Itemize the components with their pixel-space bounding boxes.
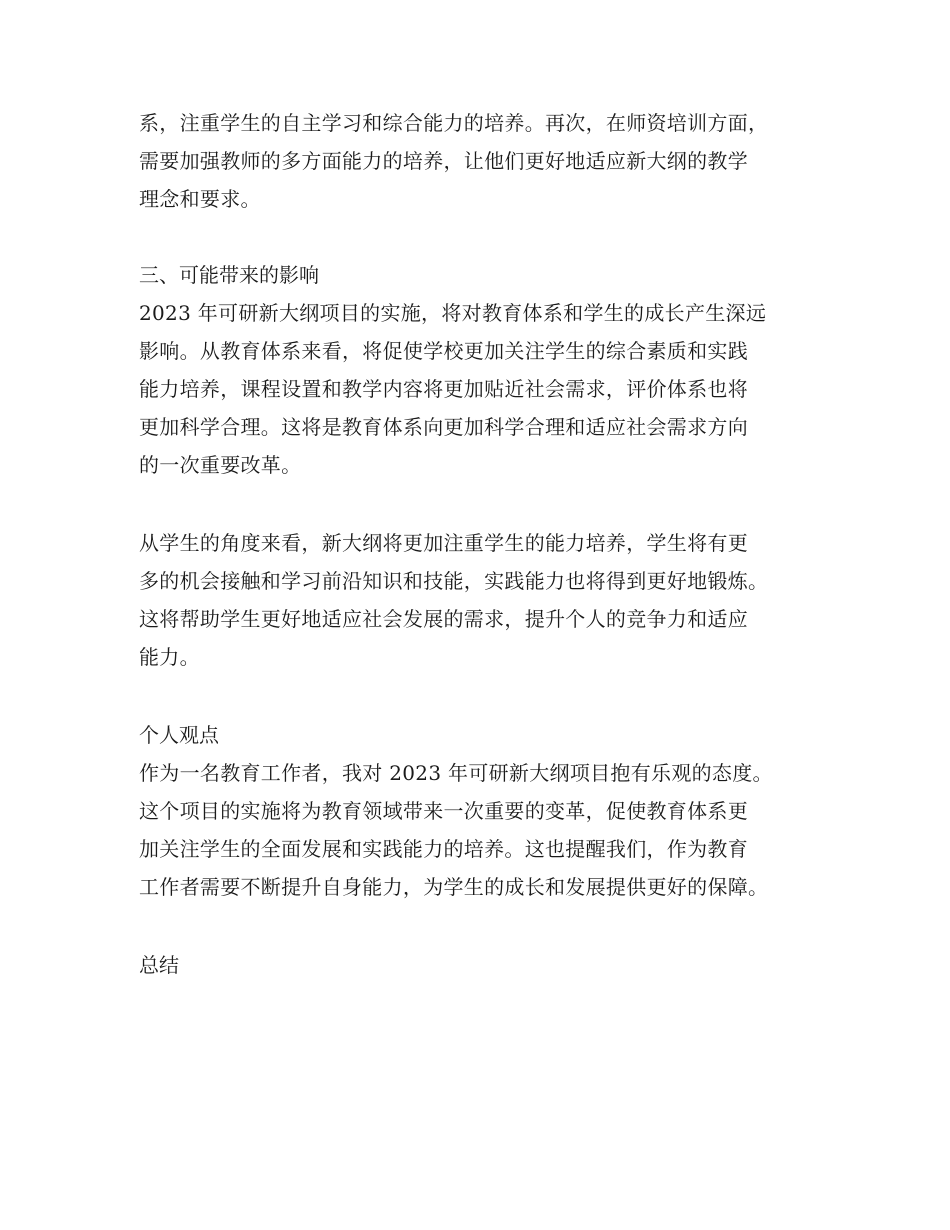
paragraph-students (139, 524, 839, 676)
text-line: 更加科学合理。这将是教育体系向更加科学合理和适应社会需求方向 (139, 415, 748, 439)
section-heading-opinion: 个人观点 (139, 723, 219, 747)
paragraph-continuation (139, 104, 839, 218)
section-opinion (139, 716, 839, 906)
text-line: 需要加强教师的多方面能力的培养，让他们更好地适应新大纲的教学 (139, 149, 748, 173)
text-line: 加关注学生的全面发展和实践能力的培养。这也提醒我们，作为教育 (139, 837, 748, 861)
text-line: 多的机会接触和学习前沿知识和技能，实践能力也将得到更好地锻炼。 (139, 569, 769, 593)
text-line: 作为一名教育工作者，我对 2023 年可研新大纲项目抱有乐观的态度。 (139, 761, 773, 785)
text-line: 这将帮助学生更好地适应社会发展的需求，提升个人的竞争力和适应 (139, 607, 748, 631)
text-line: 的一次重要改革。 (139, 453, 302, 477)
section-impact (139, 256, 839, 484)
section-summary (139, 946, 839, 984)
document-body (139, 104, 839, 984)
text-line: 理念和要求。 (139, 187, 261, 211)
text-line: 这个项目的实施将为教育领域带来一次重要的变革，促使教育体系更 (139, 799, 748, 823)
text-line: 能力。 (139, 645, 200, 669)
text-line: 从学生的角度来看，新大纲将更加注重学生的能力培养，学生将有更 (139, 531, 748, 555)
section-heading-impact: 三、可能带来的影响 (139, 263, 319, 287)
paragraph-gap (139, 676, 839, 716)
text-line: 系，注重学生的自主学习和综合能力的培养。再次，在师资培训方面， (139, 111, 769, 135)
section-heading-summary: 总结 (139, 953, 179, 977)
text-line: 影响。从教育体系来看，将促使学校更加关注学生的综合素质和实践 (139, 339, 748, 363)
text-line: 工作者需要不断提升自身能力，为学生的成长和发展提供更好的保障。 (139, 875, 769, 899)
paragraph-gap (139, 218, 839, 256)
paragraph-gap (139, 484, 839, 524)
text-line: 2023 年可研新大纲项目的实施，将对教育体系和学生的成长产生深远 (139, 301, 767, 325)
paragraph-gap (139, 906, 839, 946)
text-line: 能力培养，课程设置和教学内容将更加贴近社会需求，评价体系也将 (139, 377, 748, 401)
